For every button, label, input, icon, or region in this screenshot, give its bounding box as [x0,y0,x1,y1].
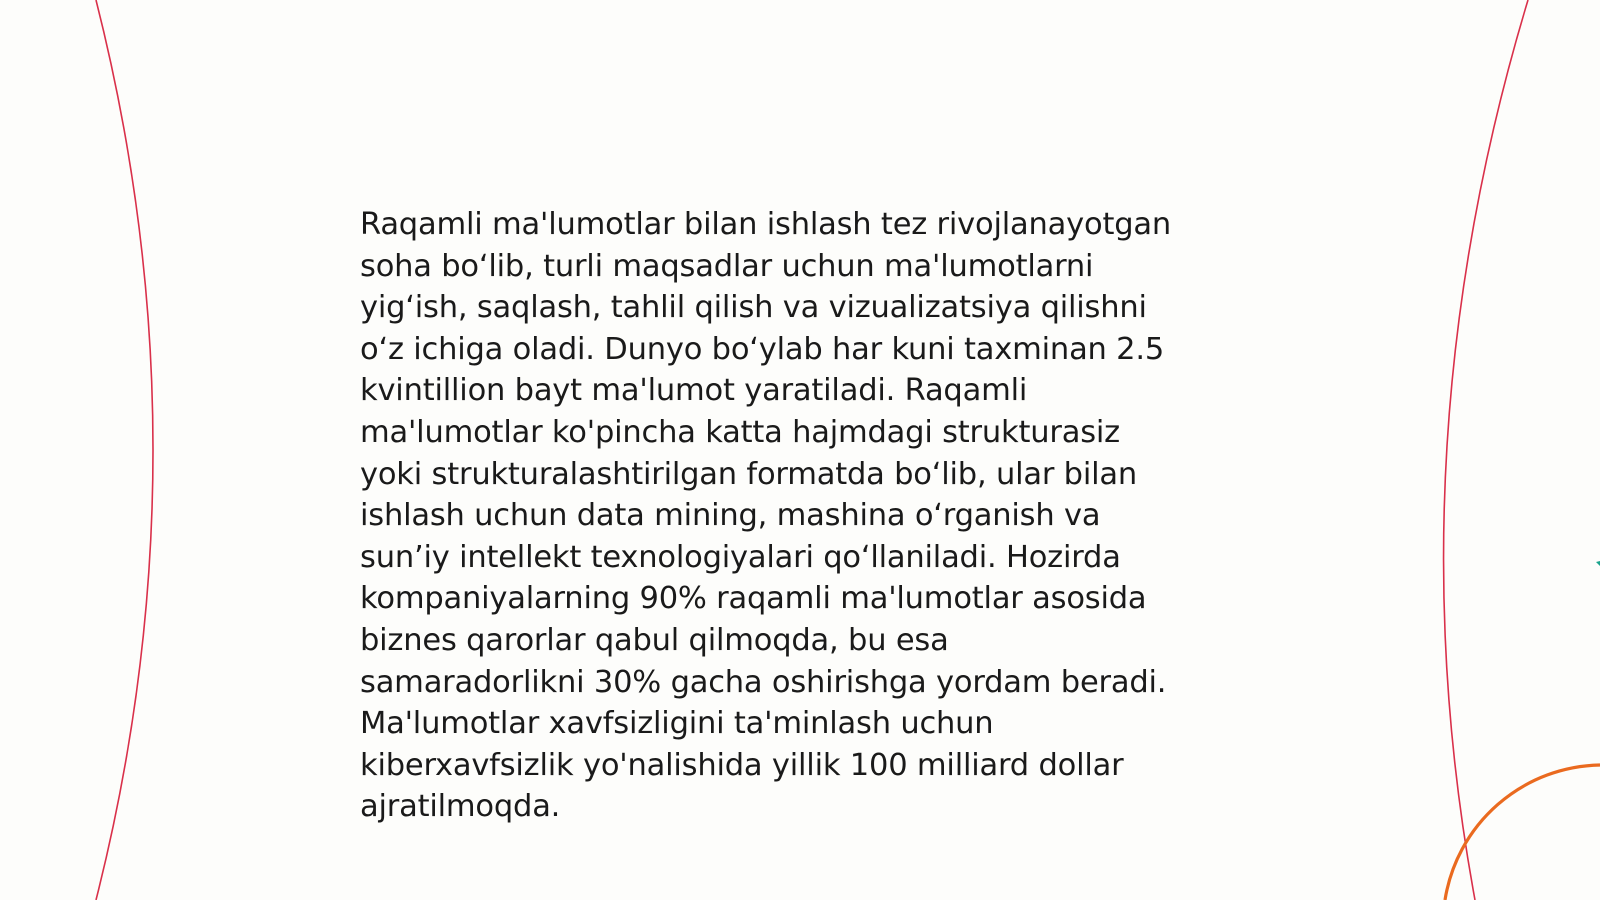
paragraph-line: kvintillion bayt ma'lumot yaratiladi. Raqamli [360,373,1028,409]
paragraph-line: kiberxavfsizlik yo'nalishida yillik 100 milliard dollar [360,747,1124,783]
paragraph-line: soha bo‘lib, turli maqsadlar uchun ma'lumotlarni [360,248,1094,284]
paragraph-line: yig‘ish, saqlash, tahlil qilish va vizualizatsiya qilishni [360,290,1147,326]
paragraph-line: ma'lumotlar ko'pincha katta hajmdagi strukturasiz [360,414,1120,450]
paragraph-line: kompaniyalarning 90% raqamli ma'lumotlar asosida [360,581,1147,617]
paragraph-line: ajratilmoqda. [360,789,561,825]
paragraph-line: yoki strukturalashtirilgan formatda bo‘lib, ular bilan [360,456,1138,492]
right-red-curve [1444,0,1528,900]
paragraph-line: Ma'lumotlar xavfsizligini ta'minlash uchun [360,706,994,742]
teal-accent-mark [1596,561,1600,566]
paragraph-line: Raqamli ma'lumotlar bilan ishlash tez rivojlanayotgan [360,207,1171,242]
paragraph-line: sun’iy intellekt texnologiyalari qo‘llaniladi. Hozirda [360,539,1121,575]
paragraph-line: o‘z ichiga oladi. Dunyo bo‘ylab har kuni taxminan 2.5 [360,331,1165,367]
left-red-curve [96,0,153,900]
paragraph-line: samaradorlikni 30% gacha oshirishga yordam beradi. [360,664,1167,700]
paragraph-line: ishlash uchun data mining, mashina o‘rganish va [360,498,1101,534]
body-paragraph [360,204,1240,828]
orange-arc [1445,765,1600,900]
paragraph-line: biznes qarorlar qabul qilmoqda, bu esa [360,622,949,658]
